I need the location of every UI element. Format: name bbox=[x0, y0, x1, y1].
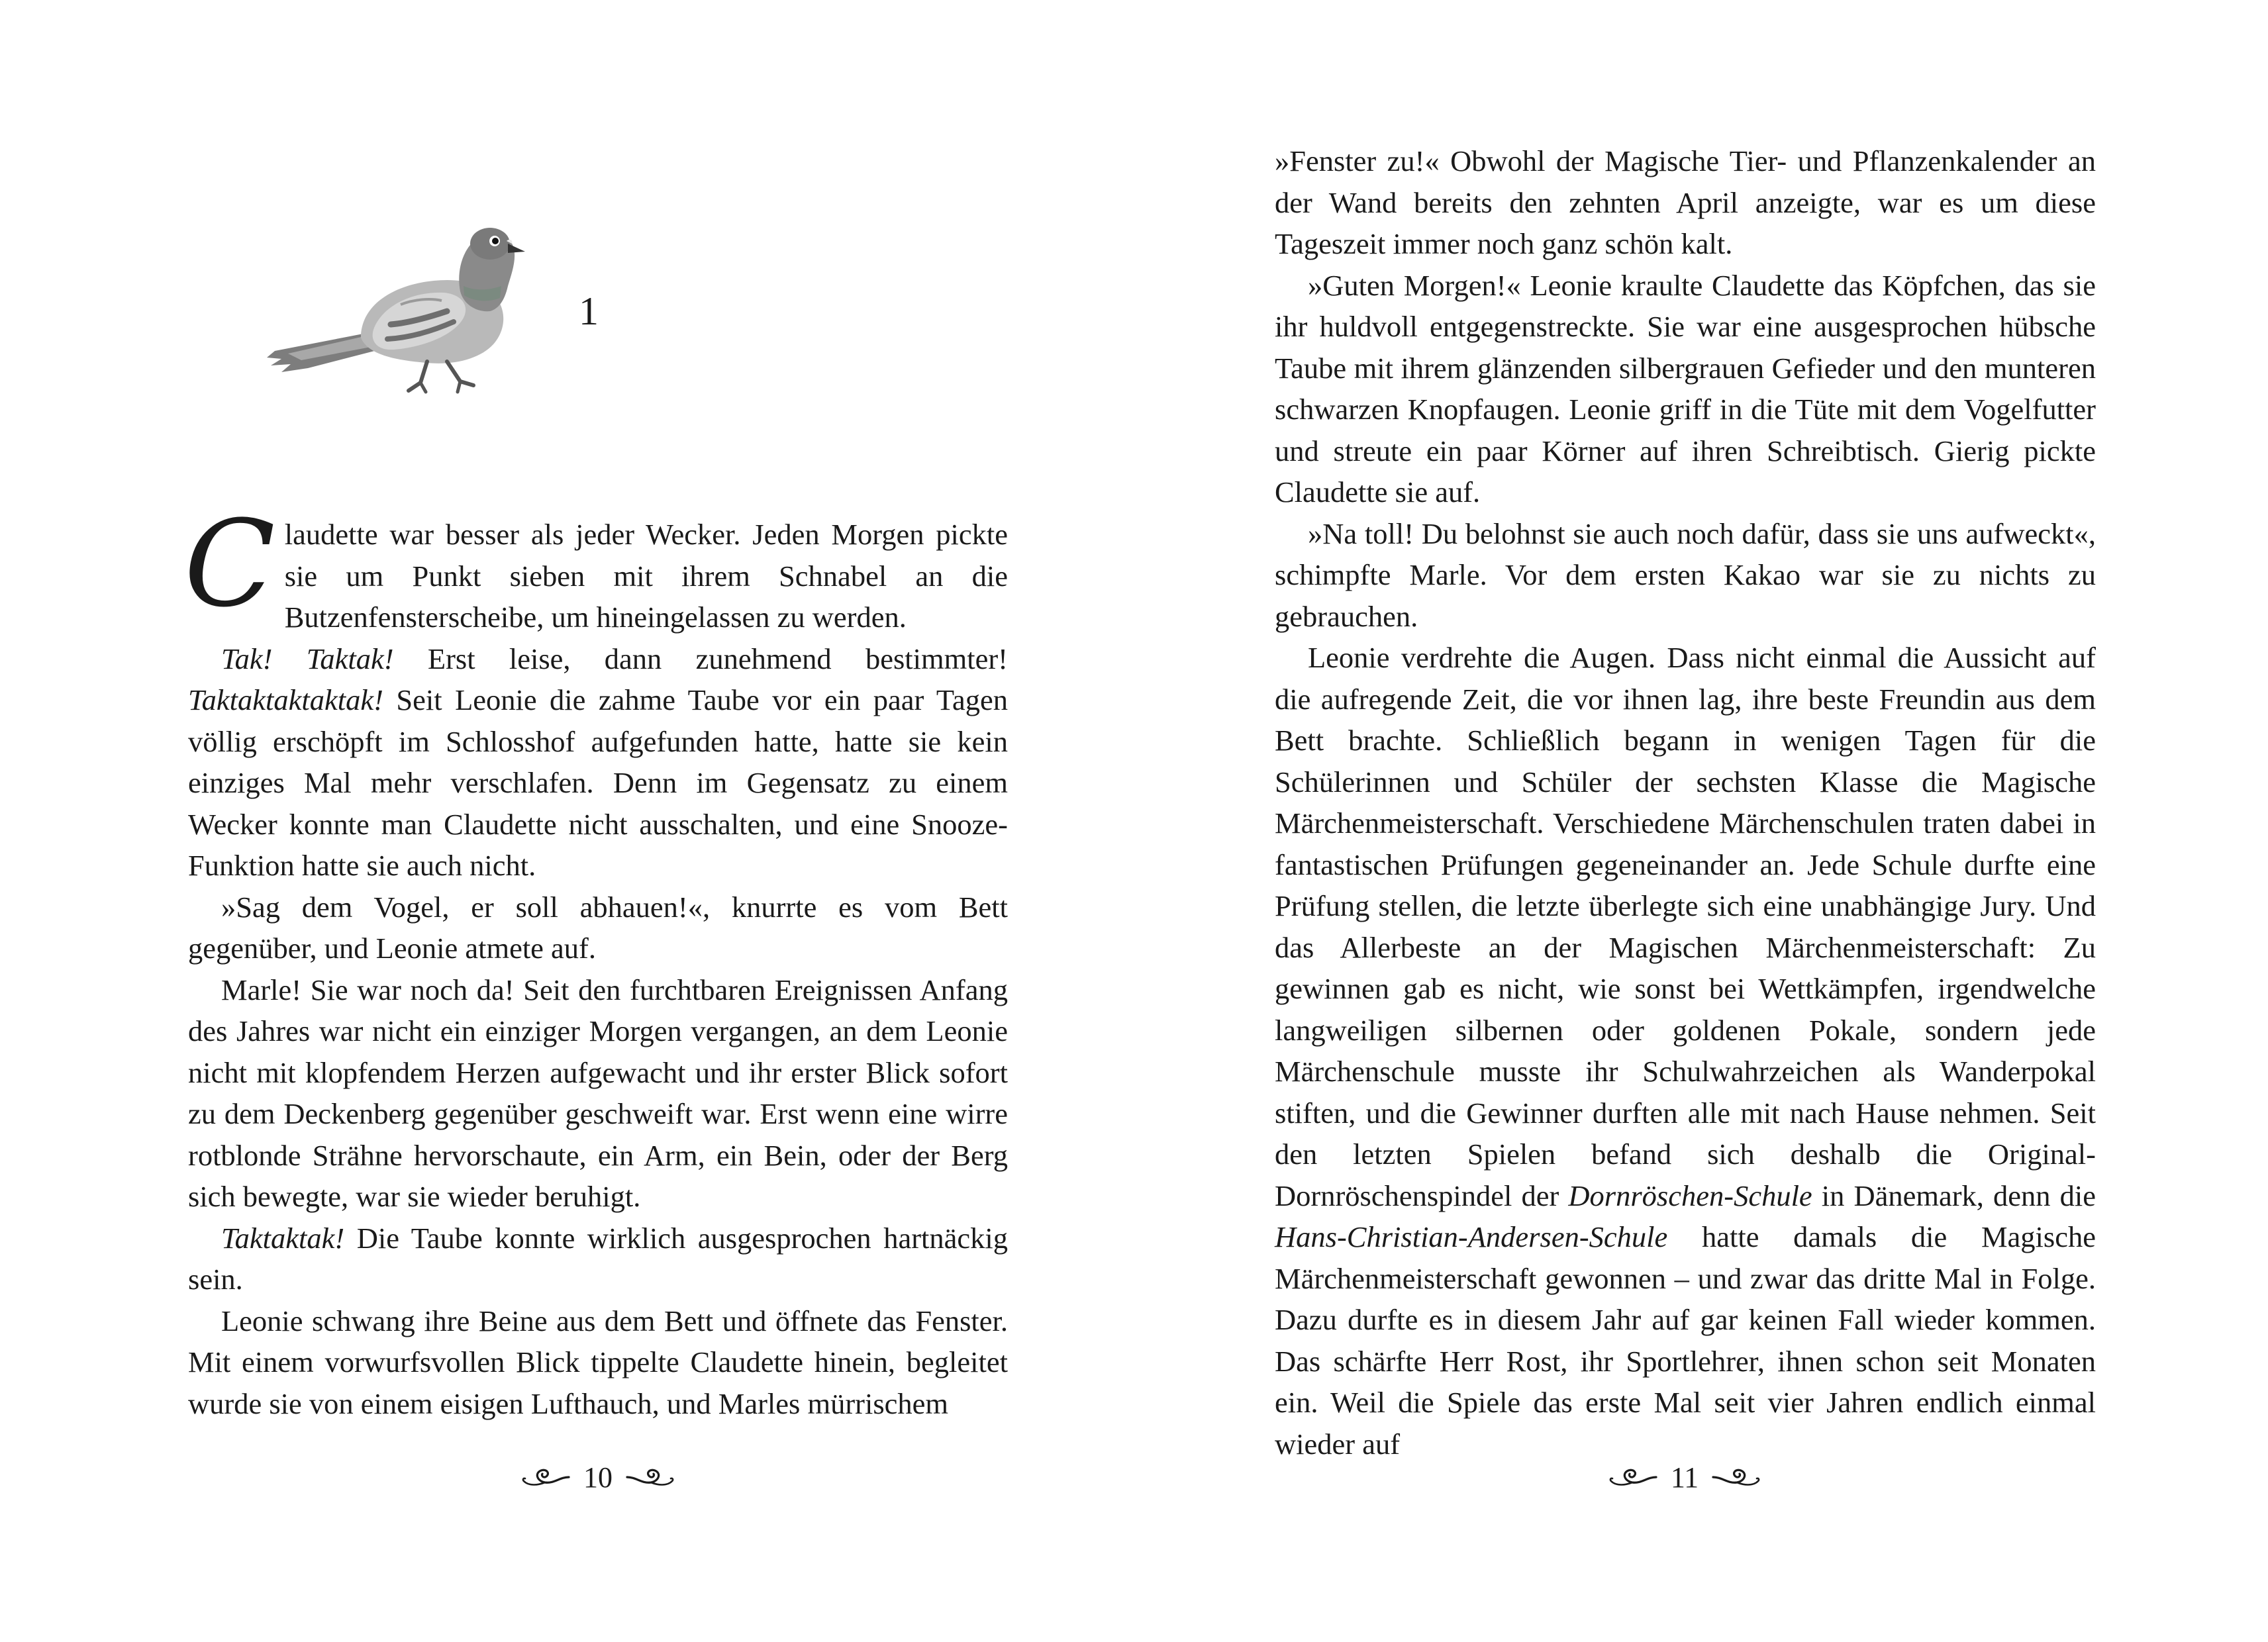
pigeon-illustration bbox=[262, 212, 540, 404]
flourish-right-icon bbox=[624, 1464, 675, 1490]
paragraph: »Guten Morgen!« Leonie kraulte Claudette das Köpfchen, das sie ihr huldvoll entgegenstreckte. Sie war eine ausgesprochen hübsche Taube mit ihrem glänzenden silbergrauen Gefieder und den munteren schwarzen Knopfaugen. Leonie griff in die Tüte mit dem Vogelfutter und streute ein paar Körner auf ihren Schreibtisch. Gierig pickte Claudette sie auf. bbox=[1275, 268, 2096, 508]
left-page-text bbox=[184, 495, 1008, 1424]
italic-text: Taktaktak! bbox=[221, 1221, 345, 1255]
flourish-left-icon bbox=[1608, 1464, 1659, 1490]
paragraph-text: Erst leise, dann zunehmend bestimmter! bbox=[393, 642, 1008, 675]
chapter-number: 1 bbox=[579, 289, 599, 333]
paragraph-text: in Dänemark, denn die bbox=[1812, 1179, 2096, 1212]
flourish-right-icon bbox=[1710, 1464, 1761, 1490]
drop-cap: C bbox=[184, 495, 275, 634]
paragraph: Marle! Sie war noch da! Seit den furchtbaren Ereignissen Anfang des Jahres war nicht ein einziger Morgen vergangen, an dem Leonie nicht mit klopfendem Herzen aufgewacht und ihr erster Blick sofort zu dem Deckenberg gegenüber geschweift war. Erst wenn eine wirre rotblonde Strähne hervorschaute, ein Arm, ein Bein, oder der Berg sich bewegte, war sie wieder beruhigt. bbox=[188, 973, 1008, 1213]
paragraph: »Fenster zu!« Obwohl der Magische Tier- und Pflanzenkalender an der Wand bereits den zehnten April anzeigte, war es um diese Tageszeit immer noch ganz schön kalt. bbox=[1275, 144, 2096, 260]
paragraph-text: Seit Leonie die zahme Taube vor ein paar Tagen völlig erschöpft im Schlosshof aufgefunden hatte, hatte sie kein einziges Mal mehr verschlafen. Denn im Gegensatz zu einem Wecker konnte man Claudette nicht ausschalten, und eine Snooze-Funktion hatte sie auch nicht. bbox=[188, 683, 1008, 882]
paragraph: »Na toll! Du belohnst sie auch noch dafür, dass sie uns aufweckt«, schimpfte Marle. Vor dem ersten Kakao war sie zu nichts zu gebrauchen. bbox=[1275, 516, 2096, 633]
paragraph bbox=[1275, 637, 2096, 1465]
right-page-text bbox=[1275, 140, 2096, 1465]
paragraph: »Sag dem Vogel, er soll abhauen!«, knurrte es vom Bett gegenüber, und Leonie atmete auf. bbox=[188, 890, 1008, 965]
paragraph-text: Leonie verdrehte die Augen. Dass nicht einmal die Aussicht auf die aufregende Zeit, die vor ihnen lag, ihre beste Freundin aus dem Bett brachte. Schließlich begann in wenigen Tagen für die Schülerinnen und Schüler der sechsten Klasse die Magische Märchenmeisterschaft. Verschiedene Märchenschulen traten dabei in fantastischen Prüfungen gegeneinander an. Jede Schule durfte eine Prüfung stellen, die letzte überlegte sich eine unabhängige Jury. Und das Allerbeste an der Magischen Märchenmeisterschaft: Zu gewinnen gab es nicht, wie sonst bei Wettkämpfen, irgendwelche langweiligen silbernen oder goldenen Pokale, sondern jede Märchenschule musste ihr Schulwahrzeichen als Wanderpokal stiften, und die Gewinner durften alle mit nach Hause nehmen. Seit den letzten Spielen befand sich deshalb die Original-Dornröschenspindel der bbox=[1275, 641, 2096, 1212]
paragraph bbox=[188, 638, 1008, 887]
italic-text: Dornröschen-Schule bbox=[1568, 1179, 1812, 1212]
italic-text: Hans-Christian-Andersen-Schule bbox=[1275, 1220, 1668, 1253]
paragraph-text: Die Taube konnte wirklich ausgesprochen hartnäckig sein. bbox=[188, 1221, 1008, 1296]
page-number-footer bbox=[512, 1454, 684, 1500]
flourish-left-icon bbox=[521, 1464, 571, 1490]
paragraph-text: hatte damals die Magische Märchenmeisterschaft gewonnen – und zwar das dritte Mal in Folge. Dazu durfte es in diesem Jahr auf gar keinen Fall wieder kommen. Das schärfte Herr Rost, ihr Sportlehrer, ihnen schon seit Monaten ein. Weil die Spiele das erste Mal seit vier Jahren endlich einmal wieder auf bbox=[1275, 1220, 2096, 1461]
paragraph: Leonie schwang ihre Beine aus dem Bett und öffnete das Fenster. Mit einem vorwurfsvollen Blick tippelte Claudette hinein, begleitet wurde sie von einem eisigen Lufthauch, und Marles mürrischem bbox=[188, 1304, 1008, 1420]
page-number: 10 bbox=[583, 1461, 613, 1494]
italic-text: Taktaktaktaktak! bbox=[188, 683, 383, 716]
paragraph bbox=[184, 495, 1008, 638]
paragraph bbox=[188, 1218, 1008, 1300]
page-number-footer bbox=[1599, 1454, 1771, 1500]
page-number: 11 bbox=[1670, 1461, 1699, 1494]
paragraph-text: laudette war besser als jeder Wecker. Jeden Morgen pickte sie um Punkt sieben mit ihrem Schnabel an die Butzenfensterscheibe, um hineingelassen zu werden. bbox=[284, 518, 1008, 634]
italic-text: Tak! Taktak! bbox=[221, 642, 394, 675]
